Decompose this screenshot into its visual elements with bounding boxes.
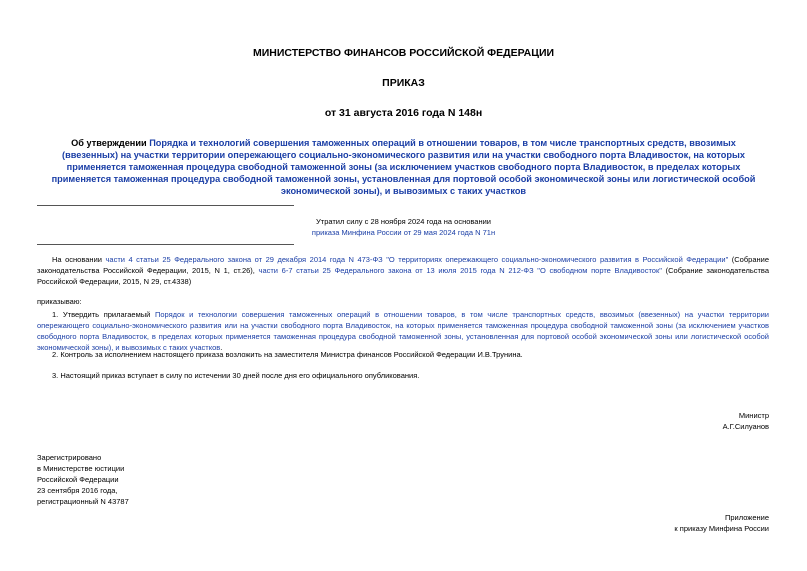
ministry-heading: МИНИСТЕРСТВО ФИНАНСОВ РОССИЙСКОЙ ФЕДЕРАЦИИ [252, 47, 555, 59]
item-1-prefix: 1. Утвердить прилагаемый [52, 310, 155, 319]
title-link[interactable]: Порядка и технологий совершения таможенных операций в отношении товаров, в том числе транспортных средств, ввозимых (ввезенных) на участки территории опережающего социально-экономического развития или на участки свободного порта Владивосток, на которых применяется таможенная процедура свободной таможенной зоны (за исключением участков свободного порта Владивосток, в пределах которых применяется таможенная процедура свободной таможенной зоны, установленная для портовой особой экономической зоны или логистической особой экономической зоны), и вывозимых с таких участков [51, 138, 756, 196]
registration-line-5: регистрационный N 43787 [37, 497, 129, 506]
order-item-2: 2. Контроль за исполнением настоящего приказа возложить на заместителя Министра финансов Российской Федерации И.В.Трунина. [52, 350, 523, 359]
status-line: Утратил силу с 28 ноября 2024 года на основании [316, 217, 491, 226]
law-link-473[interactable]: части 4 статьи 25 Федерального закона от 29 декабря 2014 года N 473-ФЗ "О территориях опережающего социально-экономического развития в Российской Федерации" [105, 255, 729, 264]
appendix-label: Приложение [725, 513, 769, 522]
bottom-divider [37, 244, 294, 245]
preamble-text-1: На основании [52, 255, 106, 264]
procedure-link[interactable]: Порядок и технологии совершения таможенных операций в отношении товаров, в том числе транспортных средств, ввозимых (ввезенных) на участки территории опережающего социально-экономического развития или на участки свободного порта Владивосток, на которых применяется таможенная процедура свободной таможенной зоны (за исключением участков свободного порта Владивосток, в пределах которых применяется таможенная процедура свободной таможенной зоны, установленная для портовой особой экономической зоны или логистической особой экономической зоны), и вывозимых с таких участков [37, 310, 769, 352]
signatory-position: Министр [738, 411, 769, 420]
item-1-suffix: . [220, 343, 223, 352]
signatory-name: А.Г.Силуанов [722, 422, 769, 431]
doc-type-heading: ПРИКАЗ [382, 77, 425, 89]
registration-line-3: Российской Федерации [37, 475, 119, 484]
registration-line-2: в Министерстве юстиции [37, 464, 125, 473]
title-prefix: Об утверждении [71, 138, 150, 148]
order-item-1 [37, 309, 769, 353]
top-divider [37, 205, 294, 206]
order-item-3: 3. Настоящий приказ вступает в силу по истечении 30 дней после дня его официального опубликования. [52, 371, 420, 380]
date-number: от 31 августа 2016 года N 148н [324, 107, 483, 119]
appendix-reference: к приказу Минфина России [674, 524, 769, 533]
document-title [46, 137, 761, 197]
law-link-212[interactable]: части 6-7 статьи 25 Федерального закона от 13 июля 2015 года N 212-ФЗ "О свободном порте Владивосток" [258, 266, 662, 275]
preamble-text-3: (Собрание законодательства Российской Федерации, 2015, N 29, ст.4338) [37, 266, 769, 286]
order-word: приказываю: [37, 297, 82, 306]
preamble-paragraph [37, 254, 769, 287]
registration-line-4: 23 сентября 2016 года, [37, 486, 118, 495]
status-link[interactable]: приказа Минфина России от 29 мая 2024 года N 71н [311, 228, 496, 237]
preamble-text-2: (Собрание законодательства Российской Федерации, 2015, N 1, ст.26), [37, 255, 769, 275]
registration-line-1: Зарегистрировано [37, 453, 102, 462]
